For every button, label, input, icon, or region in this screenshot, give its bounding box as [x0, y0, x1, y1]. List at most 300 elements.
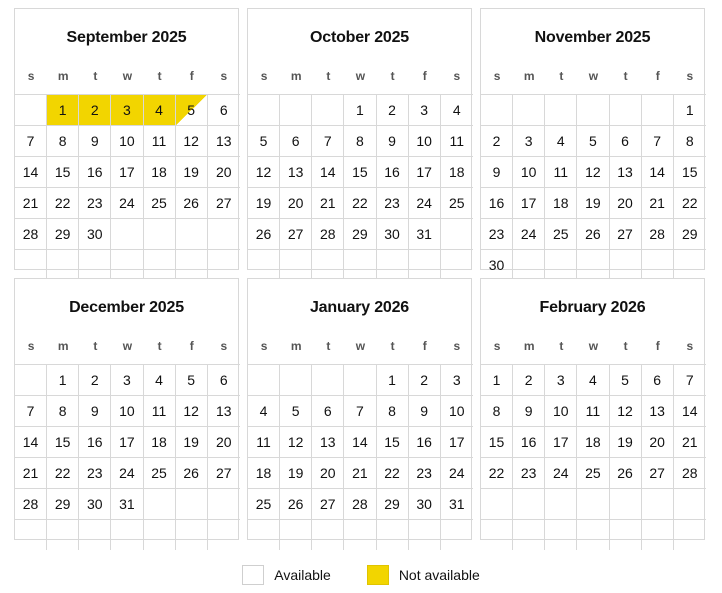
day-cell[interactable]: 25	[144, 458, 176, 488]
day-cell[interactable]: 14	[312, 157, 344, 187]
day-cell[interactable]: 21	[15, 458, 47, 488]
empty-day-cell	[280, 520, 312, 550]
day-cell[interactable]: 9	[79, 126, 111, 156]
day-cell[interactable]: 15	[377, 427, 409, 457]
month-grid	[15, 336, 240, 550]
week-row	[248, 126, 473, 157]
empty-day-cell	[642, 95, 674, 125]
day-cell[interactable]: 29	[344, 219, 376, 249]
day-cell[interactable]: 7	[685, 372, 694, 388]
empty-day-cell	[176, 250, 208, 280]
day-cell[interactable]: 7	[344, 396, 376, 426]
day-cell[interactable]: 21	[312, 188, 344, 218]
day-cell[interactable]: 15	[682, 164, 698, 180]
day-cell[interactable]: 11	[449, 133, 465, 149]
day-cell[interactable]: 11	[545, 157, 577, 187]
week-row	[15, 95, 240, 126]
month-title: November 2025	[534, 29, 651, 46]
day-cell[interactable]: 20	[216, 164, 232, 180]
weekday-label: w	[588, 69, 599, 83]
weekday-label: s	[220, 69, 228, 83]
day-cell[interactable]: 12	[176, 126, 208, 156]
day-cell[interactable]: 18	[144, 427, 176, 457]
weekday-label: s	[686, 339, 694, 353]
day-cell[interactable]: 28	[682, 465, 698, 481]
month-title: September 2025	[66, 29, 187, 46]
day-cell[interactable]: 22	[377, 458, 409, 488]
day-cell[interactable]: 4	[144, 95, 176, 125]
day-cell[interactable]: 4	[144, 365, 176, 395]
day-cell[interactable]: 22	[682, 195, 698, 211]
day-cell[interactable]: 2	[377, 95, 409, 125]
day-cell[interactable]: 22	[481, 458, 513, 488]
empty-day-cell	[15, 95, 47, 125]
weekday-label: t	[559, 69, 564, 83]
day-cell[interactable]: 10	[111, 396, 143, 426]
day-cell[interactable]: 12	[577, 157, 609, 187]
day-cell[interactable]: 22	[47, 188, 79, 218]
day-cell[interactable]: 2	[79, 95, 111, 125]
empty-day-cell	[481, 520, 513, 550]
empty-day-cell	[208, 489, 240, 519]
day-cell[interactable]: 16	[513, 427, 545, 457]
legend-not-available	[367, 565, 480, 585]
day-cell[interactable]: 30	[481, 250, 513, 280]
day-cell[interactable]: 16	[79, 427, 111, 457]
weekday-label: s	[27, 69, 35, 83]
empty-day-cell	[610, 489, 642, 519]
empty-day-cell	[674, 250, 706, 280]
day-cell[interactable]: 24	[111, 458, 143, 488]
day-cell[interactable]: 26	[577, 219, 609, 249]
day-cell[interactable]: 5	[248, 126, 280, 156]
day-cell[interactable]: 2	[481, 126, 513, 156]
day-cell[interactable]: 21	[344, 458, 376, 488]
weekday-label: m	[523, 339, 535, 353]
day-cell[interactable]: 19	[577, 188, 609, 218]
day-cell[interactable]: 20	[642, 427, 674, 457]
day-cell[interactable]: 19	[176, 427, 208, 457]
empty-day-cell	[280, 250, 312, 280]
day-cell[interactable]: 27	[280, 219, 312, 249]
day-cell[interactable]: 31	[449, 496, 465, 512]
day-cell[interactable]: 7	[642, 126, 674, 156]
empty-day-cell	[248, 365, 280, 395]
day-cell[interactable]: 24	[513, 219, 545, 249]
day-cell[interactable]: 15	[47, 427, 79, 457]
month-calendar	[247, 278, 472, 540]
weekday-label: s	[260, 69, 268, 83]
day-cell[interactable]: 10	[545, 396, 577, 426]
weekday-label: f	[422, 339, 427, 353]
day-cell[interactable]: 5	[610, 365, 642, 395]
week-row	[481, 126, 706, 157]
day-cell[interactable]: 18	[144, 157, 176, 187]
week-row	[481, 188, 706, 219]
week-row	[481, 520, 706, 550]
day-cell[interactable]: 31	[111, 489, 143, 519]
day-cell[interactable]: 16	[79, 157, 111, 187]
day-cell[interactable]: 4	[452, 102, 461, 118]
day-cell[interactable]: 13	[216, 133, 232, 149]
empty-day-cell	[513, 250, 545, 280]
day-cell[interactable]: 12	[610, 396, 642, 426]
day-cell[interactable]: 28	[642, 219, 674, 249]
day-cell[interactable]: 26	[248, 219, 280, 249]
week-row	[15, 458, 240, 489]
weekday-label: f	[655, 339, 660, 353]
day-cell[interactable]: 24	[111, 188, 143, 218]
day-cell[interactable]: 23	[481, 219, 513, 249]
day-cell[interactable]: 12	[176, 396, 208, 426]
day-cell[interactable]: 2	[409, 365, 441, 395]
day-cell[interactable]: 31	[409, 219, 441, 249]
day-cell[interactable]: 29	[377, 489, 409, 519]
day-cell[interactable]: 20	[610, 188, 642, 218]
week-row	[481, 250, 706, 280]
empty-day-cell	[144, 219, 176, 249]
weekday-label: w	[122, 69, 133, 83]
weekday-label: t	[93, 339, 98, 353]
day-cell[interactable]: 22	[47, 458, 79, 488]
empty-day-cell	[409, 250, 441, 280]
weekday-label: f	[189, 69, 194, 83]
weekday-header	[481, 66, 706, 86]
day-cell[interactable]: 9	[79, 396, 111, 426]
day-cell[interactable]: 27	[216, 465, 232, 481]
weekday-label: t	[326, 69, 331, 83]
day-cell[interactable]: 10	[513, 157, 545, 187]
day-cell[interactable]: 13	[216, 403, 232, 419]
empty-day-cell	[111, 250, 143, 280]
day-cell[interactable]: 7	[312, 126, 344, 156]
empty-day-cell	[79, 520, 111, 550]
day-cell[interactable]: 3	[409, 95, 441, 125]
day-cell[interactable]: 24	[449, 465, 465, 481]
day-cell[interactable]: 4	[577, 365, 609, 395]
day-cell[interactable]: 29	[47, 219, 79, 249]
weekday-header	[481, 336, 706, 356]
week-row	[15, 126, 240, 157]
day-cell[interactable]: 3	[513, 126, 545, 156]
day-cell[interactable]: 6	[312, 396, 344, 426]
day-cell[interactable]: 23	[513, 458, 545, 488]
week-row	[15, 219, 240, 250]
day-cell[interactable]: 9	[513, 396, 545, 426]
empty-day-cell	[441, 219, 473, 249]
week-row	[248, 489, 473, 520]
day-cell[interactable]: 8	[481, 396, 513, 426]
day-cell[interactable]: 6	[610, 126, 642, 156]
day-cell[interactable]: 15	[481, 427, 513, 457]
day-cell[interactable]: 7	[15, 126, 47, 156]
day-cell[interactable]: 17	[409, 157, 441, 187]
day-cell[interactable]: 10	[409, 126, 441, 156]
day-cell[interactable]: 11	[144, 126, 176, 156]
empty-day-cell	[79, 250, 111, 280]
empty-day-cell	[208, 219, 240, 249]
day-cell[interactable]: 26	[610, 458, 642, 488]
month-calendar	[480, 278, 705, 540]
day-cell[interactable]: 3	[545, 365, 577, 395]
day-cell[interactable]: 1	[685, 102, 694, 118]
day-cell[interactable]: 13	[610, 157, 642, 187]
day-cell[interactable]: 25	[144, 188, 176, 218]
month-grid	[248, 336, 473, 550]
not-available-swatch	[367, 565, 389, 585]
day-cell[interactable]: 23	[79, 188, 111, 218]
day-cell[interactable]: 6	[219, 372, 228, 388]
week-row	[248, 396, 473, 427]
day-cell[interactable]: 20	[280, 188, 312, 218]
day-cell[interactable]: 27	[642, 458, 674, 488]
day-cell[interactable]: 4	[545, 126, 577, 156]
weekday-label: t	[326, 339, 331, 353]
day-cell[interactable]: 8	[47, 396, 79, 426]
month-grid	[248, 66, 473, 280]
week-row	[248, 365, 473, 396]
day-cell[interactable]: 17	[513, 188, 545, 218]
day-cell[interactable]: 18	[449, 164, 465, 180]
day-cell[interactable]: 27	[216, 195, 232, 211]
empty-day-cell	[577, 250, 609, 280]
weekday-label: w	[588, 339, 599, 353]
day-cell[interactable]: 26	[176, 458, 208, 488]
empty-day-cell	[481, 489, 513, 519]
weekday-label: m	[57, 69, 69, 83]
day-cell[interactable]: 21	[642, 188, 674, 218]
empty-day-cell	[47, 520, 79, 550]
day-cell[interactable]: 24	[545, 458, 577, 488]
weekday-label: s	[220, 339, 228, 353]
day-cell[interactable]: 20	[312, 458, 344, 488]
day-cell[interactable]: 27	[610, 219, 642, 249]
day-cell[interactable]: 29	[47, 489, 79, 519]
day-cell[interactable]: 14	[344, 427, 376, 457]
empty-day-cell	[312, 520, 344, 550]
empty-day-cell	[674, 489, 706, 519]
empty-day-cell	[513, 520, 545, 550]
empty-day-cell	[176, 219, 208, 249]
day-cell[interactable]: 10	[111, 126, 143, 156]
day-cell[interactable]: 12	[248, 157, 280, 187]
day-cell[interactable]: 19	[176, 157, 208, 187]
available-swatch	[242, 565, 264, 585]
day-cell[interactable]: 17	[111, 427, 143, 457]
day-cell[interactable]: 28	[344, 489, 376, 519]
empty-day-cell	[248, 250, 280, 280]
day-cell[interactable]: 28	[15, 489, 47, 519]
day-cell[interactable]: 18	[545, 188, 577, 218]
day-cell[interactable]: 17	[111, 157, 143, 187]
day-cell[interactable]: 25	[248, 489, 280, 519]
day-cell[interactable]: 1	[47, 95, 79, 125]
empty-day-cell	[610, 95, 642, 125]
weekday-label: f	[422, 69, 427, 83]
week-row	[248, 95, 473, 126]
day-cell[interactable]: 28	[312, 219, 344, 249]
day-cell[interactable]: 18	[577, 427, 609, 457]
day-cell[interactable]: 15	[47, 157, 79, 187]
day-cell[interactable]: 3	[111, 95, 143, 125]
week-row	[15, 489, 240, 520]
week-row	[481, 219, 706, 250]
empty-day-cell	[545, 95, 577, 125]
day-cell[interactable]: 3	[111, 365, 143, 395]
weekday-label: t	[623, 69, 628, 83]
day-cell[interactable]: 25	[577, 458, 609, 488]
day-cell[interactable]: 8	[685, 133, 694, 149]
week-row	[248, 219, 473, 250]
weekday-label: s	[27, 339, 35, 353]
day-cell[interactable]: 29	[682, 226, 698, 242]
day-cell[interactable]: 13	[312, 427, 344, 457]
weekday-label: t	[559, 339, 564, 353]
day-cell[interactable]: 20	[216, 434, 232, 450]
day-cell[interactable]: 15	[344, 157, 376, 187]
day-cell[interactable]: 27	[312, 489, 344, 519]
day-cell[interactable]: 24	[409, 188, 441, 218]
day-cell[interactable]: 9	[377, 126, 409, 156]
day-cell[interactable]: 6	[219, 102, 228, 118]
day-cell[interactable]: 8	[377, 396, 409, 426]
empty-day-cell	[513, 489, 545, 519]
day-cell[interactable]: 14	[682, 403, 698, 419]
weekday-header	[248, 66, 473, 86]
day-cell[interactable]: 3	[452, 372, 461, 388]
day-cell[interactable]: 30	[409, 489, 441, 519]
month-calendar	[14, 278, 239, 540]
weekday-label: s	[686, 69, 694, 83]
week-row	[15, 188, 240, 219]
day-cell[interactable]: 1	[47, 365, 79, 395]
day-cell[interactable]: 1	[344, 95, 376, 125]
day-cell[interactable]: 11	[248, 427, 280, 457]
empty-day-cell	[577, 489, 609, 519]
day-cell[interactable]: 11	[577, 396, 609, 426]
day-cell[interactable]: 10	[449, 403, 465, 419]
week-row	[481, 427, 706, 458]
day-cell[interactable]: 23	[409, 458, 441, 488]
weekday-label: s	[453, 69, 461, 83]
day-cell[interactable]: 25	[545, 219, 577, 249]
day-cell[interactable]: 14	[642, 157, 674, 187]
week-row	[248, 520, 473, 550]
day-cell[interactable]: 30	[79, 219, 111, 249]
day-cell[interactable]: 17	[545, 427, 577, 457]
day-cell[interactable]: 21	[682, 434, 698, 450]
day-cell[interactable]: 7	[15, 396, 47, 426]
legend-not-available-label: Not available	[398, 567, 480, 583]
empty-day-cell	[674, 520, 706, 550]
week-row	[248, 188, 473, 219]
month-calendar	[14, 8, 239, 270]
week-row	[481, 157, 706, 188]
weekday-label: w	[355, 69, 366, 83]
day-cell[interactable]: 23	[79, 458, 111, 488]
weekday-label: t	[157, 339, 162, 353]
day-cell[interactable]: 2	[513, 365, 545, 395]
empty-day-cell	[409, 520, 441, 550]
weekday-label: m	[290, 69, 302, 83]
week-row	[481, 489, 706, 520]
empty-day-cell	[577, 95, 609, 125]
month-grid	[481, 336, 706, 550]
legend-available-label: Available	[274, 567, 331, 583]
day-cell[interactable]: 13	[642, 396, 674, 426]
empty-day-cell	[280, 365, 312, 395]
day-cell[interactable]: 21	[15, 188, 47, 218]
empty-day-cell	[481, 95, 513, 125]
day-cell[interactable]: 8	[47, 126, 79, 156]
day-cell[interactable]: 9	[409, 396, 441, 426]
empty-day-cell	[312, 95, 344, 125]
day-cell[interactable]: 26	[280, 489, 312, 519]
day-cell[interactable]: 5	[280, 396, 312, 426]
day-cell[interactable]: 28	[15, 219, 47, 249]
day-cell[interactable]: 19	[610, 427, 642, 457]
day-cell[interactable]: 16	[409, 427, 441, 457]
week-row	[248, 157, 473, 188]
day-cell[interactable]: 5	[176, 95, 208, 125]
day-cell[interactable]: 18	[248, 458, 280, 488]
weekday-label: s	[453, 339, 461, 353]
day-cell[interactable]: 30	[377, 219, 409, 249]
day-cell[interactable]: 14	[15, 157, 47, 187]
day-cell[interactable]: 17	[449, 434, 465, 450]
day-cell[interactable]: 14	[15, 427, 47, 457]
week-row	[15, 365, 240, 396]
day-cell[interactable]: 8	[344, 126, 376, 156]
weekday-label: s	[260, 339, 268, 353]
day-cell[interactable]: 16	[481, 188, 513, 218]
empty-day-cell	[441, 520, 473, 550]
empty-day-cell	[610, 520, 642, 550]
day-cell[interactable]: 19	[248, 188, 280, 218]
day-cell[interactable]: 23	[377, 188, 409, 218]
weekday-header	[15, 66, 240, 86]
day-cell[interactable]: 30	[79, 489, 111, 519]
empty-day-cell	[248, 520, 280, 550]
day-cell[interactable]: 26	[176, 188, 208, 218]
day-cell[interactable]: 11	[144, 396, 176, 426]
day-cell[interactable]: 13	[280, 157, 312, 187]
day-cell[interactable]: 1	[481, 365, 513, 395]
day-cell[interactable]: 22	[344, 188, 376, 218]
day-cell[interactable]: 2	[79, 365, 111, 395]
empty-day-cell	[15, 520, 47, 550]
empty-day-cell	[312, 365, 344, 395]
day-cell[interactable]: 6	[642, 365, 674, 395]
empty-day-cell	[208, 520, 240, 550]
day-cell[interactable]: 4	[248, 396, 280, 426]
day-cell[interactable]: 9	[481, 157, 513, 187]
day-cell[interactable]: 5	[577, 126, 609, 156]
day-cell[interactable]: 16	[377, 157, 409, 187]
empty-day-cell	[208, 250, 240, 280]
weekday-label: t	[157, 69, 162, 83]
empty-day-cell	[642, 520, 674, 550]
day-cell[interactable]: 25	[449, 195, 465, 211]
day-cell[interactable]: 5	[176, 365, 208, 395]
day-cell[interactable]: 6	[280, 126, 312, 156]
day-cell[interactable]: 19	[280, 458, 312, 488]
month-title: February 2026	[539, 299, 646, 316]
day-cell[interactable]: 1	[377, 365, 409, 395]
week-row	[481, 95, 706, 126]
day-cell[interactable]: 12	[280, 427, 312, 457]
weekday-label: f	[655, 69, 660, 83]
